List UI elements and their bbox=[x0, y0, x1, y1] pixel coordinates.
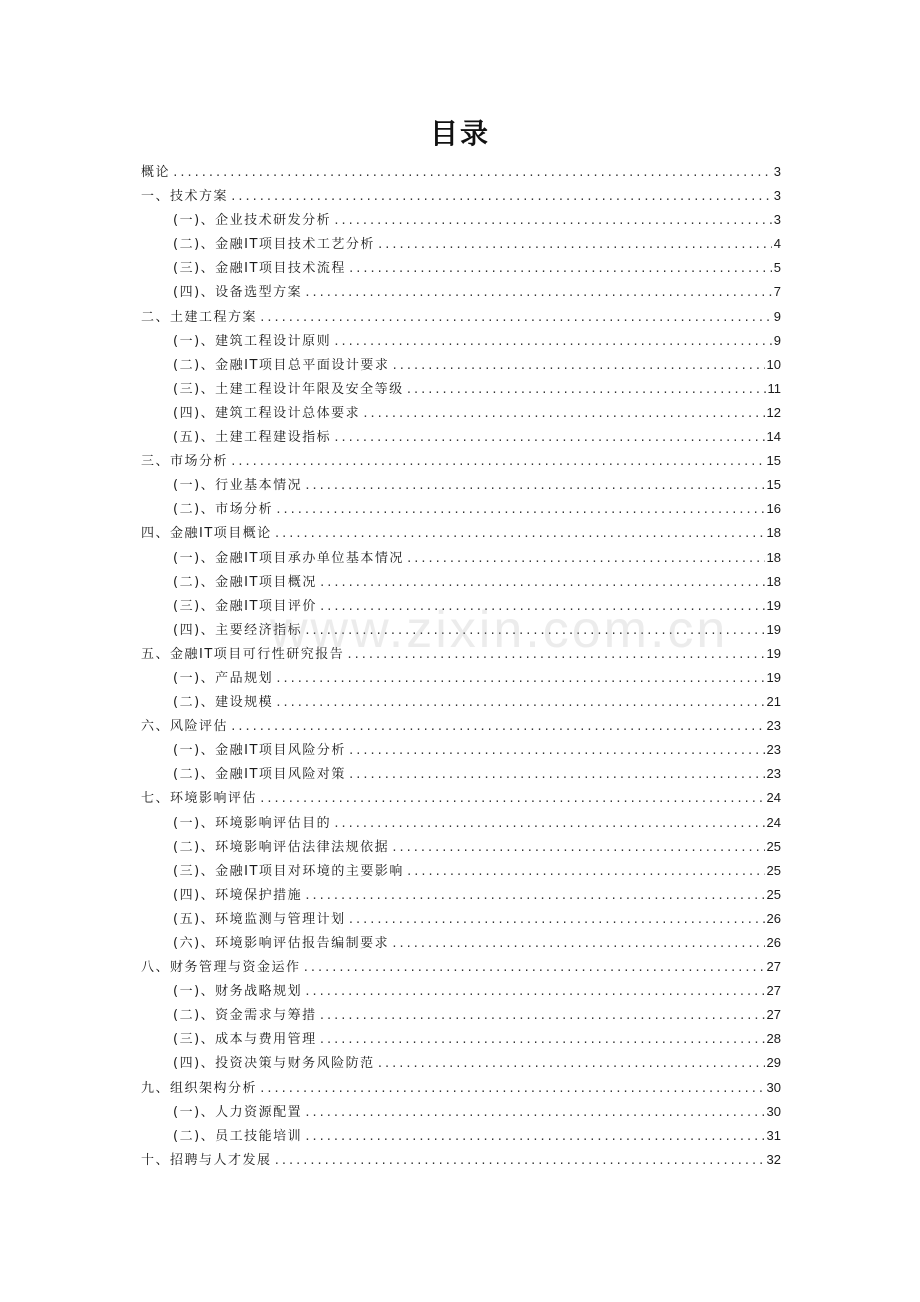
toc-entry[interactable] bbox=[141, 618, 781, 642]
toc-entry-label: (四)、主要经济指标 bbox=[173, 622, 303, 638]
toc-entry[interactable] bbox=[141, 762, 781, 786]
toc-entry-page-number: 18 bbox=[766, 525, 781, 541]
toc-entry-page-number: 12 bbox=[766, 404, 781, 420]
toc-entry-label: 七、环境影响评估 bbox=[141, 791, 258, 807]
toc-entry-page-number: 30 bbox=[766, 1079, 781, 1095]
toc-entry-page-number: 11 bbox=[767, 380, 781, 396]
toc-entry-label: (五)、土建工程建设指标 bbox=[173, 430, 332, 446]
toc-entry-page-number: 25 bbox=[766, 886, 781, 902]
toc-dot-leader bbox=[304, 474, 764, 498]
toc-entry-label: (四)、环境保护措施 bbox=[173, 887, 303, 903]
toc-entry-label: 八、财务管理与资金运作 bbox=[141, 960, 301, 976]
page-title: 目录 bbox=[429, 117, 490, 150]
toc-entry[interactable] bbox=[141, 594, 781, 618]
toc-entry-label: (四)、投资决策与财务风险防范 bbox=[173, 1056, 375, 1072]
toc-dot-leader bbox=[230, 450, 765, 474]
toc-entry-label: (二)、员工技能培训 bbox=[173, 1128, 303, 1144]
toc-entry-page-number: 15 bbox=[766, 453, 781, 469]
toc-dot-leader bbox=[348, 739, 765, 763]
toc-entry[interactable] bbox=[141, 1027, 781, 1051]
toc-entry-label: (一)、财务战略规划 bbox=[173, 984, 303, 1000]
toc-entry-page-number: 24 bbox=[766, 790, 781, 806]
toc-entry-page-number: 18 bbox=[766, 549, 781, 565]
toc-entry-page-number: 24 bbox=[766, 814, 781, 830]
toc-entry[interactable] bbox=[141, 329, 781, 353]
toc-entry-label: (二)、金融IT项目风险对策 bbox=[173, 767, 346, 783]
toc-entry[interactable] bbox=[141, 1003, 781, 1027]
toc-entry-page-number: 14 bbox=[766, 429, 781, 445]
toc-dot-leader bbox=[275, 498, 764, 522]
toc-entry-page-number: 19 bbox=[766, 621, 781, 637]
toc-dot-leader bbox=[274, 1149, 765, 1173]
toc-dot-leader bbox=[362, 402, 764, 426]
toc-entry-page-number: 26 bbox=[766, 935, 781, 950]
toc-entry-label: (一)、金融IT项目风险分析 bbox=[173, 743, 346, 759]
toc-entry[interactable] bbox=[141, 208, 781, 232]
toc-dot-leader bbox=[406, 860, 765, 884]
toc-entry-label: (二)、金融IT项目总平面设计要求 bbox=[173, 357, 390, 373]
toc-entry-label: (二)、环境影响评估法律法规依据 bbox=[173, 839, 390, 855]
toc-entry-label: 概论 bbox=[141, 165, 171, 180]
toc-entry-label: 九、组织架构分析 bbox=[141, 1080, 258, 1096]
toc-dot-leader bbox=[259, 1077, 765, 1101]
toc-entry-label: (三)、金融IT项目对环境的主要影响 bbox=[173, 863, 404, 879]
toc-dot-leader bbox=[304, 619, 764, 643]
toc-entry[interactable] bbox=[141, 811, 781, 835]
toc-entry[interactable] bbox=[141, 473, 781, 497]
toc-entry[interactable] bbox=[141, 1124, 781, 1148]
toc-entry-page-number: 3 bbox=[773, 164, 781, 179]
toc-dot-leader bbox=[275, 667, 764, 691]
toc-entry[interactable] bbox=[141, 931, 781, 955]
toc-entry-page-number: 5 bbox=[773, 260, 781, 276]
toc-entry[interactable] bbox=[141, 883, 781, 907]
watermark: www.zixin.com.cn bbox=[270, 601, 729, 659]
toc-entry[interactable] bbox=[141, 738, 781, 762]
toc-entry-page-number: 31 bbox=[766, 1127, 781, 1143]
toc-entry-label: (三)、成本与费用管理 bbox=[173, 1032, 317, 1048]
toc-dot-leader bbox=[406, 547, 765, 571]
toc-dot-leader bbox=[346, 643, 764, 667]
toc-entry[interactable] bbox=[141, 521, 781, 545]
toc-entry-label: (一)、人力资源配置 bbox=[173, 1104, 303, 1120]
toc-entry[interactable] bbox=[141, 907, 781, 931]
toc-entry-page-number: 23 bbox=[766, 718, 781, 734]
toc-entry-label: 六、风险评估 bbox=[141, 719, 229, 735]
toc-entry-label: 三、市场分析 bbox=[141, 454, 229, 470]
toc-entry[interactable] bbox=[141, 449, 781, 473]
toc-entry[interactable] bbox=[141, 497, 781, 521]
toc-dot-leader bbox=[391, 836, 764, 860]
toc-entry-page-number: 23 bbox=[766, 742, 781, 758]
toc-entry[interactable] bbox=[141, 979, 781, 1003]
toc-entry-label: (一)、企业技术研发分析 bbox=[173, 213, 332, 229]
toc-entry-page-number: 19 bbox=[766, 597, 781, 613]
toc-dot-leader bbox=[172, 161, 772, 185]
toc-dot-leader bbox=[275, 691, 764, 715]
toc-entry[interactable] bbox=[141, 353, 781, 377]
toc-dot-leader bbox=[348, 908, 765, 932]
toc-entry[interactable] bbox=[141, 666, 781, 690]
toc-entry-page-number: 9 bbox=[773, 332, 781, 348]
toc-entry-label: 四、金融IT项目概论 bbox=[141, 526, 272, 542]
toc-entry[interactable] bbox=[141, 401, 781, 425]
toc-dot-leader bbox=[304, 281, 772, 305]
toc-entry-label: (二)、金融IT项目概况 bbox=[173, 574, 317, 590]
toc-entry-label: (三)、金融IT项目技术流程 bbox=[173, 261, 346, 277]
toc-entry[interactable] bbox=[141, 859, 781, 883]
toc-entry-page-number: 25 bbox=[766, 838, 781, 854]
toc-dot-leader bbox=[319, 571, 765, 595]
toc-dot-leader bbox=[391, 932, 764, 956]
toc-entry[interactable] bbox=[141, 690, 781, 714]
toc-dot-leader bbox=[230, 715, 765, 739]
toc-dot-leader bbox=[348, 763, 765, 787]
toc-entry-label: (二)、资金需求与筹措 bbox=[173, 1008, 317, 1024]
toc-entry-page-number: 9 bbox=[773, 308, 781, 324]
toc-dot-leader bbox=[319, 1004, 765, 1028]
toc-entry[interactable] bbox=[141, 305, 781, 329]
toc-dot-leader bbox=[377, 1052, 765, 1076]
toc-entry[interactable] bbox=[141, 280, 781, 304]
toc-entry-label: (二)、金融IT项目技术工艺分析 bbox=[173, 237, 375, 253]
toc-entry-page-number: 27 bbox=[766, 1007, 781, 1023]
toc-entry-page-number: 19 bbox=[766, 669, 781, 685]
toc-entry[interactable] bbox=[141, 1100, 781, 1124]
toc-entry[interactable] bbox=[141, 1076, 781, 1100]
toc-dot-leader bbox=[319, 595, 765, 619]
toc-entry-page-number: 3 bbox=[773, 188, 781, 204]
toc-entry-label: 二、土建工程方案 bbox=[141, 309, 258, 325]
toc-dot-leader bbox=[274, 522, 765, 546]
toc-entry-label: (四)、建筑工程设计总体要求 bbox=[173, 405, 361, 421]
toc-entry-label: (三)、土建工程设计年限及安全等级 bbox=[173, 381, 404, 397]
toc-entry-label: (一)、行业基本情况 bbox=[173, 478, 303, 494]
toc-entry[interactable] bbox=[141, 955, 781, 979]
toc-entry[interactable] bbox=[141, 546, 781, 570]
toc-entry-label: (六)、环境影响评估报告编制要求 bbox=[173, 936, 390, 951]
toc-entry-page-number: 21 bbox=[766, 694, 781, 710]
toc-entry-label: 五、金融IT项目可行性研究报告 bbox=[141, 646, 345, 662]
toc-entry-label: (三)、金融IT项目评价 bbox=[173, 598, 317, 614]
toc-dot-leader bbox=[333, 209, 772, 233]
toc-entry-label: (二)、建设规模 bbox=[173, 695, 274, 711]
toc-dot-leader bbox=[319, 1028, 765, 1052]
toc-dot-leader bbox=[333, 330, 772, 354]
toc-entry-label: (四)、设备选型方案 bbox=[173, 285, 303, 301]
toc-entry-page-number: 19 bbox=[766, 645, 781, 661]
toc-entry-label: 十、招聘与人才发展 bbox=[141, 1152, 272, 1168]
toc-dot-leader bbox=[230, 185, 772, 209]
toc-entry[interactable] bbox=[141, 642, 781, 666]
toc-dot-leader bbox=[377, 233, 772, 257]
toc-dot-leader bbox=[304, 884, 764, 908]
toc-dot-leader bbox=[304, 1101, 764, 1125]
toc-entry-page-number: 16 bbox=[766, 501, 781, 517]
toc-entry[interactable] bbox=[141, 184, 781, 208]
toc-entry-page-number: 23 bbox=[766, 766, 781, 782]
toc-entry-label: (一)、产品规划 bbox=[173, 670, 274, 686]
toc-entry-page-number: 18 bbox=[766, 573, 781, 589]
toc-entry[interactable] bbox=[141, 570, 781, 594]
toc-entry-page-number: 7 bbox=[773, 284, 781, 300]
toc-entry-page-number: 28 bbox=[766, 1031, 781, 1047]
toc-dot-leader bbox=[303, 956, 765, 980]
toc-dot-leader bbox=[391, 354, 764, 378]
toc-entry-label: (一)、环境影响评估目的 bbox=[173, 815, 332, 831]
toc-dot-leader bbox=[333, 812, 764, 836]
toc-entry[interactable] bbox=[141, 232, 781, 256]
toc-entry-page-number: 3 bbox=[773, 212, 781, 228]
toc-entry[interactable] bbox=[141, 160, 781, 184]
toc-entry[interactable] bbox=[141, 256, 781, 280]
toc-entry-label: (一)、金融IT项目承办单位基本情况 bbox=[173, 550, 404, 566]
toc-dot-leader bbox=[259, 306, 772, 330]
toc-entry-label: (五)、环境监测与管理计划 bbox=[173, 911, 346, 927]
toc-entry-page-number: 26 bbox=[766, 910, 781, 926]
toc-entry-page-number: 27 bbox=[766, 983, 781, 999]
toc-entry-label: (二)、市场分析 bbox=[173, 502, 274, 518]
toc-dot-leader bbox=[304, 1125, 764, 1149]
toc-dot-leader bbox=[333, 426, 764, 450]
toc-dot-leader bbox=[406, 378, 766, 402]
toc-entry[interactable] bbox=[141, 425, 781, 449]
toc-entry-page-number: 30 bbox=[766, 1103, 781, 1119]
toc-entry-label: (一)、建筑工程设计原则 bbox=[173, 333, 332, 349]
toc-entry[interactable] bbox=[141, 835, 781, 859]
toc-entry-page-number: 27 bbox=[766, 959, 781, 975]
toc-dot-leader bbox=[348, 257, 772, 281]
toc-entry-page-number: 4 bbox=[773, 236, 781, 252]
toc-entry[interactable] bbox=[141, 714, 781, 738]
toc-entry[interactable] bbox=[141, 377, 781, 401]
toc-dot-leader bbox=[259, 787, 765, 811]
toc-entry[interactable] bbox=[141, 1051, 781, 1075]
toc-entry-page-number: 15 bbox=[766, 477, 781, 493]
toc-entry-page-number: 25 bbox=[766, 862, 781, 878]
toc-entry-page-number: 32 bbox=[766, 1151, 781, 1167]
toc-entry[interactable] bbox=[141, 786, 781, 810]
toc-entry[interactable] bbox=[141, 1148, 781, 1172]
table-of-contents bbox=[141, 160, 781, 1172]
toc-dot-leader bbox=[304, 980, 764, 1004]
toc-entry-label: 一、技术方案 bbox=[141, 189, 229, 205]
toc-entry-page-number: 10 bbox=[766, 356, 781, 372]
toc-entry-page-number: 29 bbox=[766, 1055, 781, 1071]
